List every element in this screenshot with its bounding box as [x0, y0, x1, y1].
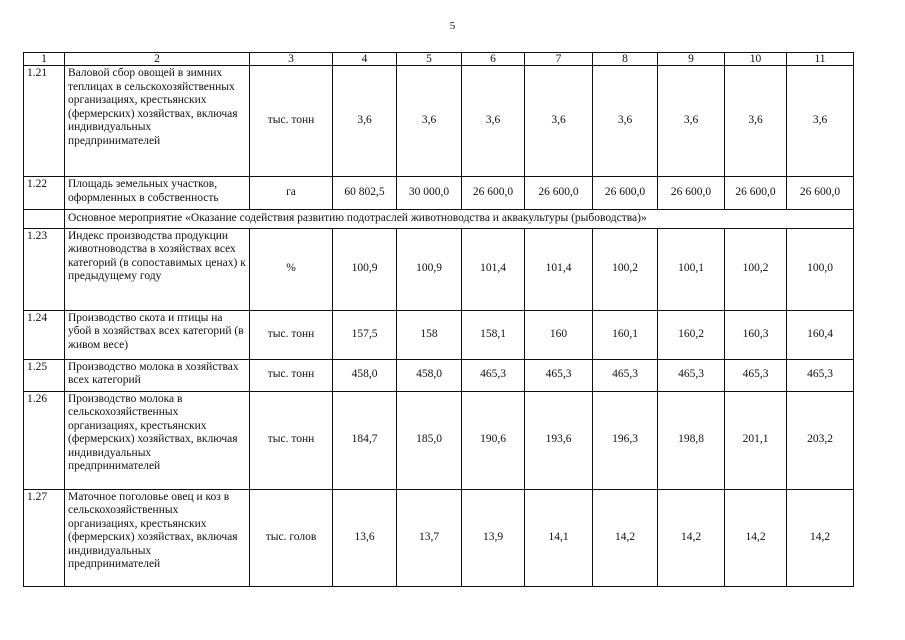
page-number: 5	[449, 20, 456, 32]
value-cell: 465,3	[787, 359, 854, 391]
value-cell: 100,9	[333, 228, 397, 310]
column-number-row	[24, 53, 854, 66]
value-cell: 160	[525, 310, 593, 359]
indicator-name: Индекс производства продукции животноводства в хозяйствах всех категорий (в сопоставимых ценах) к предыдущему году	[65, 228, 250, 310]
value-cell: 196,3	[593, 391, 658, 489]
value-cell: 13,6	[333, 489, 397, 586]
row-number: 1.26	[24, 391, 65, 489]
row-number: 1.27	[24, 489, 65, 586]
value-cell: 458,0	[397, 359, 462, 391]
indicator-name: Площадь земельных участков, оформленных в собственность	[65, 177, 250, 210]
value-cell: 160,2	[658, 310, 725, 359]
value-cell: 13,7	[397, 489, 462, 586]
value-cell: 26 600,0	[658, 177, 725, 210]
value-cell: 14,2	[725, 489, 787, 586]
value-cell: 158	[397, 310, 462, 359]
column-number: 1	[24, 53, 65, 66]
row-number: 1.23	[24, 228, 65, 310]
column-number: 4	[333, 53, 397, 66]
value-cell: 100,1	[658, 228, 725, 310]
value-cell: 101,4	[462, 228, 525, 310]
value-cell: 185,0	[397, 391, 462, 489]
unit-cell: тыс. тонн	[250, 359, 333, 391]
value-cell: 100,9	[397, 228, 462, 310]
value-cell: 465,3	[658, 359, 725, 391]
value-cell: 458,0	[333, 359, 397, 391]
value-cell: 14,1	[525, 489, 593, 586]
value-cell: 465,3	[525, 359, 593, 391]
column-number: 3	[250, 53, 333, 66]
section-row	[24, 210, 854, 229]
unit-cell: тыс. голов	[250, 489, 333, 586]
section-num-cell	[24, 210, 65, 229]
row-number: 1.24	[24, 310, 65, 359]
unit-cell: %	[250, 228, 333, 310]
indicators-table	[23, 52, 854, 587]
value-cell: 190,6	[462, 391, 525, 489]
table-row	[24, 177, 854, 210]
value-cell: 160,4	[787, 310, 854, 359]
value-cell: 26 600,0	[787, 177, 854, 210]
value-cell: 3,6	[725, 66, 787, 177]
unit-cell: тыс. тонн	[250, 391, 333, 489]
value-cell: 26 600,0	[462, 177, 525, 210]
table-row	[24, 228, 854, 310]
unit-cell: тыс. тонн	[250, 310, 333, 359]
column-number: 11	[787, 53, 854, 66]
value-cell: 158,1	[462, 310, 525, 359]
column-number: 8	[593, 53, 658, 66]
value-cell: 3,6	[525, 66, 593, 177]
value-cell: 3,6	[658, 66, 725, 177]
column-number: 2	[65, 53, 250, 66]
value-cell: 203,2	[787, 391, 854, 489]
value-cell: 100,2	[725, 228, 787, 310]
value-cell: 3,6	[593, 66, 658, 177]
unit-cell: тыс. тонн	[250, 66, 333, 177]
value-cell: 100,0	[787, 228, 854, 310]
row-number: 1.25	[24, 359, 65, 391]
section-title: Основное мероприятие «Оказание содействия развитию подотраслей животноводства и аквакультуры (рыбоводства)»	[65, 210, 854, 229]
value-cell: 30 000,0	[397, 177, 462, 210]
value-cell: 26 600,0	[593, 177, 658, 210]
row-number: 1.21	[24, 66, 65, 177]
value-cell: 3,6	[333, 66, 397, 177]
value-cell: 198,8	[658, 391, 725, 489]
value-cell: 101,4	[525, 228, 593, 310]
value-cell: 465,3	[593, 359, 658, 391]
indicator-name: Производство молока в сельскохозяйственных организациях, крестьянских (фермерских) хозяйствах, включая индивидуальных предпринимателей	[65, 391, 250, 489]
table-row	[24, 391, 854, 489]
column-number: 9	[658, 53, 725, 66]
value-cell: 3,6	[787, 66, 854, 177]
table-row	[24, 310, 854, 359]
indicator-name: Валовой сбор овощей в зимних теплицах в сельскохозяйственных организациях, крестьянских (фермерских) хозяйствах, включая индивидуальных предпринимателей	[65, 66, 250, 177]
column-number: 5	[397, 53, 462, 66]
value-cell: 13,9	[462, 489, 525, 586]
value-cell: 100,2	[593, 228, 658, 310]
row-number: 1.22	[24, 177, 65, 210]
value-cell: 60 802,5	[333, 177, 397, 210]
indicator-name: Производство молока в хозяйствах всех категорий	[65, 359, 250, 391]
value-cell: 26 600,0	[725, 177, 787, 210]
table-row	[24, 66, 854, 177]
unit-cell: га	[250, 177, 333, 210]
value-cell: 3,6	[462, 66, 525, 177]
value-cell: 3,6	[397, 66, 462, 177]
value-cell: 14,2	[658, 489, 725, 586]
value-cell: 160,1	[593, 310, 658, 359]
value-cell: 14,2	[787, 489, 854, 586]
column-number: 6	[462, 53, 525, 66]
column-number: 10	[725, 53, 787, 66]
value-cell: 465,3	[725, 359, 787, 391]
value-cell: 193,6	[525, 391, 593, 489]
indicator-name: Маточное поголовье овец и коз в сельскохозяйственных организациях, крестьянских (фермерских) хозяйствах, включая индивидуальных предпринимателей	[65, 489, 250, 586]
column-number: 7	[525, 53, 593, 66]
value-cell: 14,2	[593, 489, 658, 586]
value-cell: 465,3	[462, 359, 525, 391]
value-cell: 184,7	[333, 391, 397, 489]
table-row	[24, 359, 854, 391]
value-cell: 157,5	[333, 310, 397, 359]
value-cell: 201,1	[725, 391, 787, 489]
value-cell: 26 600,0	[525, 177, 593, 210]
value-cell: 160,3	[725, 310, 787, 359]
indicator-name: Производство скота и птицы на убой в хозяйствах всех категорий (в живом весе)	[65, 310, 250, 359]
table-row	[24, 489, 854, 586]
